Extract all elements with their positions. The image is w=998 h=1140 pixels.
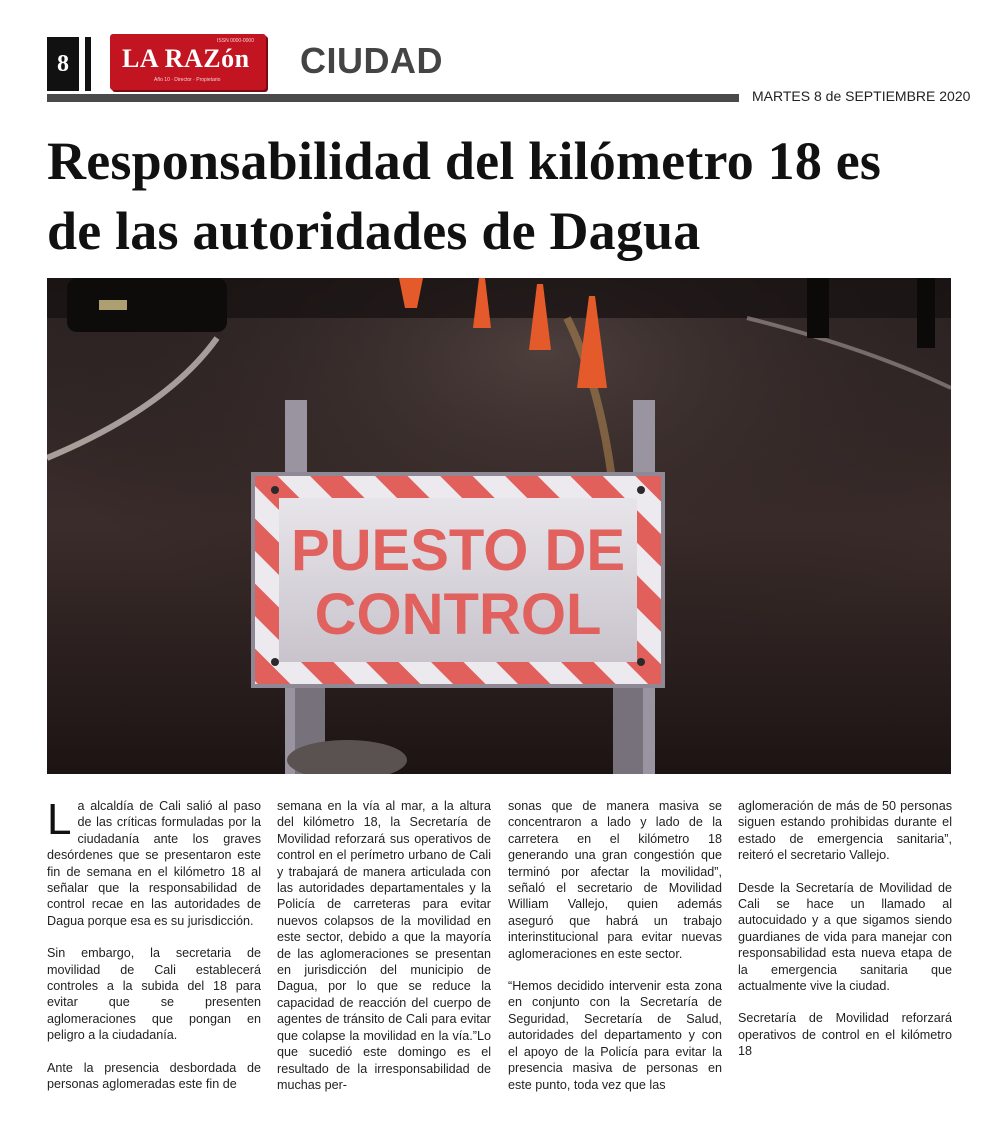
logo-text: LA RAZón — [122, 44, 250, 73]
logo-sub-text: Año 10 · Director · Propietario — [154, 77, 221, 83]
paragraph — [47, 795, 261, 929]
headline: Responsabilidad del kilómetro 18 es de las autoridades de Dagua — [47, 131, 882, 261]
date-rest: de SEPTIEMBRE 2020 — [825, 88, 971, 104]
paragraph: “Hemos decidido intervenir esta zona en conjunto con la Secretaría de Seguridad, Secretaría de Salud, autoridades del departamento y con el apoyo de la Policía para evitar la presencia masiva de personas en este punto, toda vez que las — [508, 979, 722, 1092]
paragraph: semana en la vía al mar, a la altura del kilómetro 18, la Secretaría de Movilidad reforzará sus operativos de control en el perímetro urbano de Cali y trabajará de manera articulada con las autoridades departamentales y la Policía de carreteras para evitar nuevos colapsos de la movilidad en este sector, debido a que la mayoría de las aglomeraciones se presentan en jurisdicción del municipio de Dagua, por lo que se reduce la capacidad de reacción del cuerpo de agentes de tránsito de Cali para evitar que colapse la movilidad en la vía.”Lo que sucedió este domingo es el resultado de la irresponsabilidad de muchas per- — [277, 799, 491, 1092]
paragraph: aglomeración de más de 50 personas siguen estando prohibidas durante el estado de emergencia sanitaria”, reiteró el secretario Vallejo. — [738, 799, 952, 863]
article-column-2 — [277, 798, 491, 1109]
article-column-4 — [738, 798, 952, 1076]
article-photo — [47, 278, 951, 774]
sign-line-1: PUESTO DE — [290, 518, 626, 583]
section-title: CIUDAD — [300, 40, 443, 81]
paragraph: Sin embargo, la secretaria de movilidad de Cali establecerá controles a la subida del 18 para evitar que se presenten aglomeraciones que pongan en peligro a la ciudadanía. — [47, 946, 261, 1043]
logo-top-text: ISSN 0000-0000 — [217, 38, 254, 44]
article-column-1 — [47, 795, 261, 1109]
article-body — [47, 795, 952, 1128]
paragraph: Secretaría de Movilidad reforzará operativos de control en el kilómetro 18 — [738, 1011, 952, 1059]
newspaper-logo — [110, 34, 266, 90]
date-weekday: MARTES — [752, 88, 811, 104]
article-column-3 — [508, 798, 722, 1109]
paragraph: Desde la Secretaría de Movilidad de Cali se hace un llamado al autocuidado y a que sigamos siendo guardianes de vida para manejar con responsabilidad esta nueva etapa de la emergencia sanitaria que actualmente vive la ciudad. — [738, 880, 952, 994]
date-day: 8 — [813, 88, 822, 104]
dropcap: L — [47, 795, 72, 844]
checkpoint-photo — [47, 278, 951, 774]
page-number: 8 — [47, 37, 79, 91]
paragraph-text: a alcaldía de Cali salió al paso de las críticas formuladas por la ciudadanía ante los graves desórdenes que se presentaron este fin de semana en el kilómetro 18 al señalar que la responsabilidad de control recae en las autoridades de Dagua porque esa es su jurisdicción. — [47, 799, 261, 928]
header-rule — [47, 94, 739, 102]
sign-line-2: CONTROL — [314, 582, 602, 647]
header-divider-bar — [85, 37, 91, 91]
paragraph: sonas que de manera masiva se concentraron a lado y lado de la carretera en el kilómetro 18 generando una gran congestión que terminó por afectar la movilidad”, señaló el secretario de Movilidad William Vallejo, quien además aseguró que habrá un trabajo interinstitucional para evitar nuevas aglomeraciones en este sector. — [508, 799, 722, 961]
issue-date — [752, 88, 970, 104]
paragraph: Ante la presencia desbordada de personas aglomeradas este fin de — [47, 1060, 261, 1092]
